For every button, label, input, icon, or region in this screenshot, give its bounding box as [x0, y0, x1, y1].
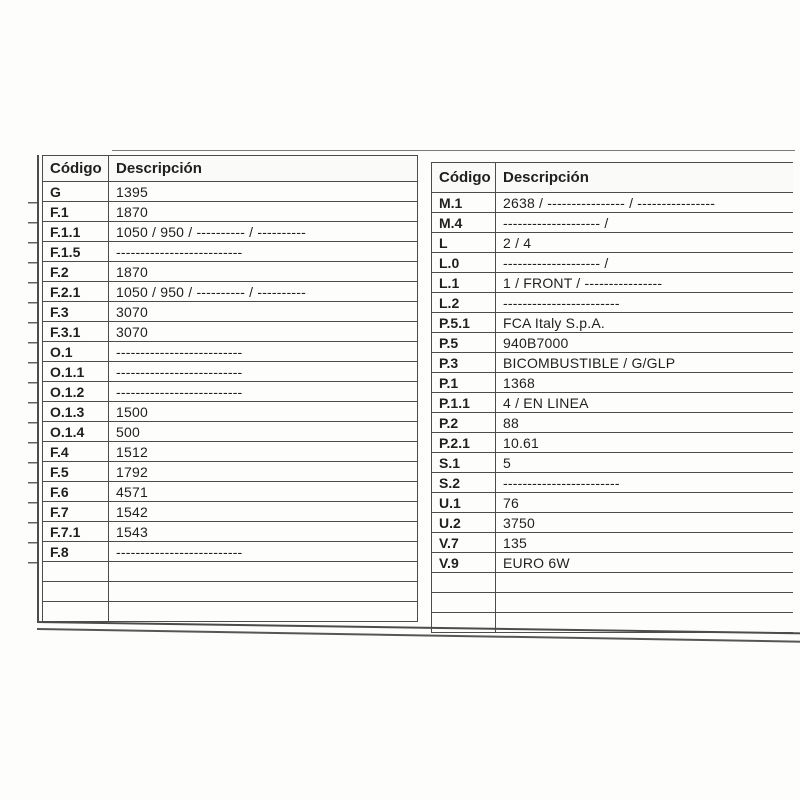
code-cell [432, 593, 496, 613]
code-cell: O.1.2 [43, 382, 109, 402]
table-row [43, 502, 418, 522]
table-row [43, 422, 418, 442]
description-cell: 2 / 4 [496, 233, 794, 253]
code-cell [432, 613, 496, 633]
table-row [432, 573, 794, 593]
description-cell: -------------------------- [109, 542, 418, 562]
description-cell: 3750 [496, 513, 794, 533]
description-cell: 1543 [109, 522, 418, 542]
description-cell: 2638 / ---------------- / ---------------- [496, 193, 794, 213]
code-cell: F.4 [43, 442, 109, 462]
description-cell: 3070 [109, 322, 418, 342]
code-cell: S.1 [432, 453, 496, 473]
code-cell: P.2 [432, 413, 496, 433]
code-cell: P.3 [432, 353, 496, 373]
code-cell: S.2 [432, 473, 496, 493]
description-cell: 76 [496, 493, 794, 513]
code-cell: O.1 [43, 342, 109, 362]
code-cell: P.1.1 [432, 393, 496, 413]
table-row [432, 433, 794, 453]
description-cell: 1512 [109, 442, 418, 462]
code-cell: L.0 [432, 253, 496, 273]
description-cell: 940B7000 [496, 333, 794, 353]
table-row [432, 273, 794, 293]
table-row [43, 362, 418, 382]
description-cell: -------------------------- [109, 242, 418, 262]
code-cell: L.1 [432, 273, 496, 293]
table-row [43, 562, 418, 582]
right-data-table [431, 162, 793, 633]
table-row [432, 373, 794, 393]
code-cell: F.1.1 [43, 222, 109, 242]
code-cell: F.7 [43, 502, 109, 522]
scan-artifact-top-line [112, 150, 795, 151]
code-cell: V.9 [432, 553, 496, 573]
table-row [432, 593, 794, 613]
descripcion-column-header: Descripción [496, 163, 794, 193]
table-row [43, 462, 418, 482]
table-row [43, 342, 418, 362]
table-row [432, 473, 794, 493]
codigo-column-header: Código [432, 163, 496, 193]
table-row [43, 382, 418, 402]
description-cell [496, 593, 794, 613]
description-cell: 10.61 [496, 433, 794, 453]
descripcion-column-header: Descripción [109, 156, 418, 182]
table-row [43, 202, 418, 222]
description-cell: 1050 / 950 / ---------- / ---------- [109, 282, 418, 302]
description-cell: EURO 6W [496, 553, 794, 573]
codigo-column-header: Código [43, 156, 109, 182]
description-cell: FCA Italy S.p.A. [496, 313, 794, 333]
description-cell: 1870 [109, 262, 418, 282]
code-cell [432, 573, 496, 593]
code-cell: F.5 [43, 462, 109, 482]
table-row [432, 453, 794, 473]
description-cell: 1792 [109, 462, 418, 482]
description-cell: -------------------- / [496, 213, 794, 233]
table-row [43, 302, 418, 322]
table-row [432, 553, 794, 573]
table-row [432, 313, 794, 333]
code-cell: F.3.1 [43, 322, 109, 342]
left-data-table [42, 155, 418, 622]
table-row [43, 282, 418, 302]
table-row [432, 393, 794, 413]
table-row [432, 293, 794, 313]
code-cell: P.5.1 [432, 313, 496, 333]
code-cell: O.1.4 [43, 422, 109, 442]
table-row [43, 522, 418, 542]
table-row [432, 413, 794, 433]
code-cell: F.1 [43, 202, 109, 222]
description-cell: 1870 [109, 202, 418, 222]
code-cell: F.7.1 [43, 522, 109, 542]
code-cell: F.6 [43, 482, 109, 502]
table-row [432, 493, 794, 513]
code-cell: U.2 [432, 513, 496, 533]
description-cell: -------------------------- [109, 362, 418, 382]
table-row [432, 333, 794, 353]
description-cell: 5 [496, 453, 794, 473]
table-row [432, 213, 794, 233]
table-row [432, 513, 794, 533]
scan-artifact-row-ticks [28, 202, 38, 564]
description-cell: 1500 [109, 402, 418, 422]
description-cell: 135 [496, 533, 794, 553]
table-row [432, 533, 794, 553]
code-cell [43, 602, 109, 622]
right-table-header-row [432, 163, 794, 193]
code-cell: F.2 [43, 262, 109, 282]
code-cell: L [432, 233, 496, 253]
code-cell: P.2.1 [432, 433, 496, 453]
table-row [43, 242, 418, 262]
code-cell: M.1 [432, 193, 496, 213]
code-cell [43, 562, 109, 582]
table-row [43, 322, 418, 342]
description-cell: 4 / EN LINEA [496, 393, 794, 413]
table-row [432, 233, 794, 253]
table-row [432, 193, 794, 213]
table-row [43, 262, 418, 282]
table-row [43, 542, 418, 562]
table-row [43, 402, 418, 422]
code-cell: F.1.5 [43, 242, 109, 262]
table-row [43, 482, 418, 502]
table-row [43, 182, 418, 202]
code-cell [43, 582, 109, 602]
table-row [43, 442, 418, 462]
description-cell: -------------------------- [109, 342, 418, 362]
code-cell: P.5 [432, 333, 496, 353]
description-cell: ------------------------ [496, 473, 794, 493]
table-row [43, 222, 418, 242]
code-cell: O.1.1 [43, 362, 109, 382]
code-cell: P.1 [432, 373, 496, 393]
description-cell [109, 562, 418, 582]
description-cell [109, 582, 418, 602]
description-cell: 3070 [109, 302, 418, 322]
description-cell: BICOMBUSTIBLE / G/GLP [496, 353, 794, 373]
table-row [43, 602, 418, 622]
code-cell: F.3 [43, 302, 109, 322]
description-cell: 4571 [109, 482, 418, 502]
description-cell: -------------------------- [109, 382, 418, 402]
code-cell: F.8 [43, 542, 109, 562]
description-cell [109, 602, 418, 622]
description-cell: 1542 [109, 502, 418, 522]
code-cell: L.2 [432, 293, 496, 313]
code-cell: M.4 [432, 213, 496, 233]
code-cell: O.1.3 [43, 402, 109, 422]
table-row [432, 253, 794, 273]
table-row [432, 353, 794, 373]
description-cell: -------------------- / [496, 253, 794, 273]
description-cell: 1395 [109, 182, 418, 202]
description-cell: 1050 / 950 / ---------- / ---------- [109, 222, 418, 242]
description-cell: ------------------------ [496, 293, 794, 313]
description-cell: 500 [109, 422, 418, 442]
table-row [43, 582, 418, 602]
code-cell: U.1 [432, 493, 496, 513]
left-table-header-row [43, 156, 418, 182]
code-cell: G [43, 182, 109, 202]
description-cell: 1 / FRONT / ---------------- [496, 273, 794, 293]
code-cell: V.7 [432, 533, 496, 553]
description-cell: 88 [496, 413, 794, 433]
description-cell [496, 573, 794, 593]
description-cell: 1368 [496, 373, 794, 393]
code-cell: F.2.1 [43, 282, 109, 302]
